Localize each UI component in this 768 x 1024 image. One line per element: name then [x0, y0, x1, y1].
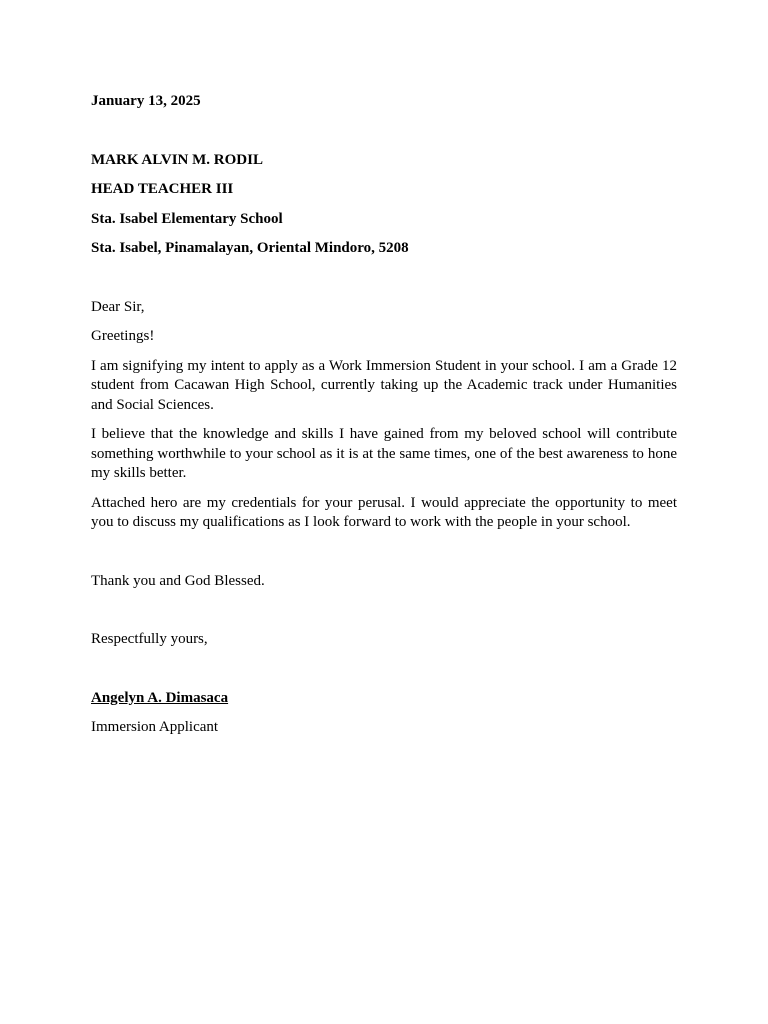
greeting: Greetings!	[91, 328, 155, 344]
salutation: Dear Sir,	[91, 298, 145, 315]
signer-name: Angelyn A. Dimasaca	[91, 689, 229, 706]
letter-date: January 13, 2025	[91, 93, 201, 109]
body-paragraph-2: I believe that the knowledge and skills I have gained from my beloved school will contribute something worthwhile to your school as it is at the same times, one of the best awareness to hone my skills better.	[91, 426, 677, 481]
closing-line: Respectfully yours,	[91, 631, 208, 647]
recipient-title: HEAD TEACHER III	[91, 181, 234, 197]
body-paragraph-1: I am signifying my intent to apply as a Work Immersion Student in your school. I am a Grade 12 student from Cacawan High School, currently taking up the Academic track under Humanities and Social Sciences.	[91, 357, 677, 413]
recipient-block	[91, 151, 677, 259]
recipient-school: Sta. Isabel Elementary School	[91, 210, 283, 227]
signer-role: Immersion Applicant	[91, 719, 219, 735]
recipient-name: MARK ALVIN M. RODIL	[91, 151, 263, 168]
thanks-line: Thank you and God Blessed.	[91, 572, 265, 589]
body-paragraph-3: Attached hero are my credentials for your perusal. I would appreciate the opportunity to meet you to discuss my qualifications as I look forward to work with the people in your school.	[91, 494, 677, 530]
letter-body	[91, 92, 677, 738]
recipient-address: Sta. Isabel, Pinamalayan, Oriental Mindoro, 5208	[91, 240, 409, 256]
